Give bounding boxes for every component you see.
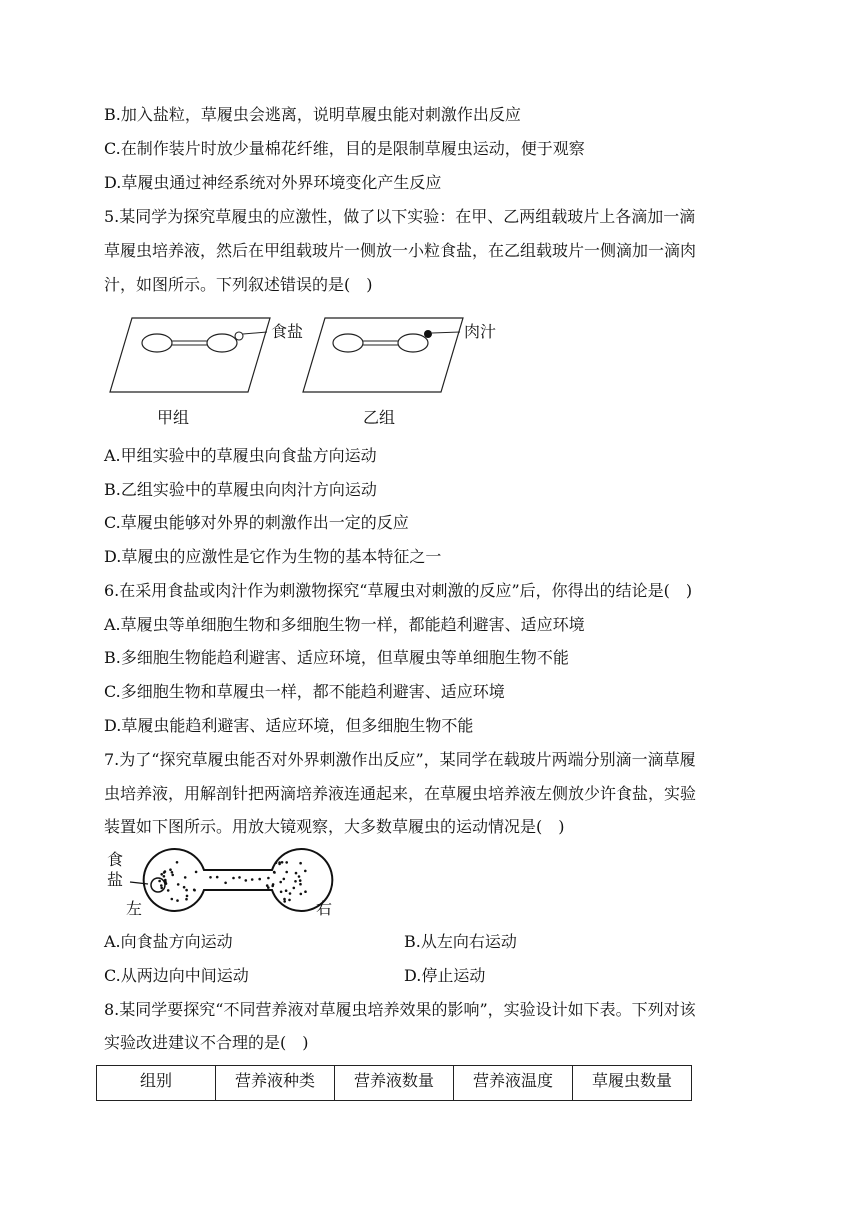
- paramecium-dot: [299, 883, 302, 886]
- q7-option-c: C.从两边向中间运动: [104, 966, 249, 985]
- q6-option-d: D.草履虫能趋利避害、适应环境，但多细胞生物不能: [104, 716, 474, 735]
- paramecium-dot: [176, 861, 179, 864]
- paramecium-dot: [163, 875, 166, 878]
- q5-caption-group-b: 乙组: [363, 408, 396, 427]
- paramecium-dot: [288, 899, 291, 902]
- paramecium-dot: [164, 881, 167, 884]
- paramecium-dot: [293, 887, 296, 890]
- slide-b-outline: [303, 318, 463, 392]
- q5-option-b: B.乙组实验中的草履虫向肉汁方向运动: [104, 480, 377, 499]
- paramecium-dot: [216, 876, 219, 879]
- q5-option-d: D.草履虫的应激性是它作为生物的基本特征之一: [104, 547, 442, 566]
- paramecium-dot: [245, 879, 248, 882]
- paramecium-dot: [185, 889, 188, 892]
- q5-label-salt: 食盐: [271, 322, 304, 341]
- paramecium-dot: [285, 861, 288, 864]
- paramecium-dot: [169, 868, 172, 871]
- paramecium-dot: [160, 887, 163, 890]
- table-header-row: [97, 1066, 692, 1101]
- paramecium-dot: [232, 877, 235, 880]
- paramecium-dot: [283, 900, 286, 903]
- q7-stem-line-3: 装置如下图所示。用放大镜观察，大多数草履虫的运动情况是( ): [104, 817, 565, 836]
- q5-stem-line-2: 草履虫培养液，然后在甲组载玻片一侧放一小粒食盐，在乙组载玻片一侧滴加一滴肉: [104, 241, 697, 260]
- q5-option-a: A.甲组实验中的草履虫向食盐方向运动: [104, 446, 377, 465]
- q5-stem-line-1: 5.某同学为探究草履虫的应激性，做了以下实验：在甲、乙两组载玻片上各滴加一滴: [104, 207, 696, 226]
- paramecium-dot: [298, 875, 301, 878]
- q5-option-c: C.草履虫能够对外界的刺激作出一定的反应: [104, 513, 409, 532]
- slide-b-drop-left: [333, 334, 363, 352]
- paramecium-dot: [251, 878, 254, 881]
- paramecium-dot: [289, 892, 292, 895]
- table-header-cell: 营养液种类: [216, 1066, 335, 1101]
- paramecium-dot: [285, 889, 288, 892]
- slide-a-outline: [110, 318, 270, 392]
- q8-stem-line-1: 8.某同学要探究“不同营养液对草履虫培养效果的影响”，实验设计如下表。下列对该: [104, 1000, 696, 1019]
- q5-caption-group-a: 甲组: [157, 408, 190, 427]
- q6-option-c: C.多细胞生物和草履虫一样，都不能趋利避害、适应环境: [104, 682, 505, 701]
- paramecium-dot: [185, 898, 188, 901]
- q7-option-d: D.停止运动: [404, 966, 486, 985]
- table-header-cell: 草履虫数量: [573, 1066, 692, 1101]
- q7-label-salt-1: 食: [107, 850, 124, 869]
- paramecium-dot: [224, 882, 227, 885]
- paramecium-dot: [280, 891, 283, 894]
- paramecium-dot: [279, 881, 282, 884]
- slide-b-drop-right: [398, 334, 428, 352]
- slide-a-drop-right: [207, 334, 237, 352]
- q8-stem-line-2: 实验改进建议不合理的是( ): [104, 1033, 309, 1052]
- paramecium-dot: [238, 876, 241, 879]
- paramecium-dot: [183, 886, 186, 889]
- paramecium-dot: [164, 870, 167, 873]
- paramecium-dot: [273, 871, 276, 874]
- paramecium-dot: [299, 879, 302, 882]
- paramecium-dot: [195, 871, 198, 874]
- culture-outline: [144, 849, 333, 911]
- q7-label-right: 右: [316, 899, 333, 918]
- paramecium-dot: [171, 874, 174, 877]
- q6-option-a: A.草履虫等单细胞生物和多细胞生物一样，都能趋利避害、适应环境: [104, 615, 585, 634]
- paramecium-dot: [176, 899, 179, 902]
- q7-option-a: A.向食盐方向运动: [104, 932, 233, 951]
- paramecium-dot: [283, 898, 286, 901]
- paramecium-dot: [258, 878, 261, 881]
- q7-label-left: 左: [126, 899, 143, 918]
- paramecium-dot: [281, 861, 284, 864]
- paramecium-dot: [186, 895, 189, 898]
- q4-option-d: D.草履虫通过神经系统对外界环境变化产生反应: [104, 173, 442, 192]
- paramecium-dot: [171, 871, 174, 874]
- q7-salt-grain: [151, 878, 165, 892]
- salt-grain: [235, 332, 243, 340]
- q7-option-b: B.从左向右运动: [404, 932, 517, 951]
- paramecium-dot: [209, 876, 212, 879]
- paramecium-dot: [278, 861, 281, 864]
- q7-stem-line-1: 7.为了“探究草履虫能否对外界刺激作出反应”，某同学在载玻片两端分别滴一滴草履: [104, 750, 696, 769]
- paramecium-dot: [171, 898, 174, 901]
- paramecium-dot: [285, 871, 288, 874]
- paramecium-dot: [304, 870, 307, 873]
- paramecium-dot: [160, 884, 163, 887]
- paramecium-dot: [158, 880, 161, 883]
- q7-dumbbell-figure: [120, 848, 320, 912]
- paramecium-dot: [300, 893, 303, 896]
- q6-option-b: B.多细胞生物能趋利避害、适应环境，但草履虫等单细胞生物不能: [104, 648, 569, 667]
- paramecium-dot: [294, 880, 297, 883]
- q5-slide-a-figure: [105, 310, 275, 394]
- paramecium-dot: [160, 873, 163, 876]
- paramecium-dot: [304, 890, 307, 893]
- paramecium-dot: [167, 889, 170, 892]
- q5-stem-line-3: 汁，如图所示。下列叙述错误的是( ): [104, 275, 373, 294]
- q4-option-c: C.在制作装片时放少量棉花纤维，目的是限制草履虫运动，便于观察: [104, 139, 585, 158]
- q5-label-juice: 肉汁: [464, 322, 497, 341]
- table-header-cell: 组别: [97, 1066, 216, 1101]
- paramecium-dot: [299, 862, 302, 865]
- q8-design-table: [96, 1065, 692, 1101]
- q4-option-b: B.加入盐粒，草履虫会逃离，说明草履虫能对刺激作出反应: [104, 105, 521, 124]
- q5-slide-b-figure: [298, 310, 468, 394]
- paramecium-dot: [272, 883, 275, 886]
- slide-a-drop-left: [142, 334, 172, 352]
- paramecium-dot: [184, 876, 187, 879]
- paramecium-dot: [283, 878, 286, 881]
- meat-juice-drop: [424, 330, 432, 338]
- paramecium-dot: [177, 883, 180, 886]
- table-header-cell: 营养液温度: [454, 1066, 573, 1101]
- paramecium-dot: [295, 872, 298, 875]
- q7-stem-line-2: 虫培养液，用解剖针把两滴培养液连通起来，在草履虫培养液左侧放少许食盐，实验: [104, 784, 697, 803]
- q6-stem: 6.在采用食盐或肉汁作为刺激物探究“草履虫对刺激的反应”后，你得出的结论是( ): [104, 581, 693, 600]
- paramecium-dot: [275, 861, 278, 864]
- table-header-cell: 营养液数量: [335, 1066, 454, 1101]
- paramecium-dot: [267, 877, 270, 880]
- q7-label-salt-2: 盐: [107, 870, 124, 889]
- paramecium-dot: [266, 884, 269, 887]
- paramecium-dot: [193, 889, 196, 892]
